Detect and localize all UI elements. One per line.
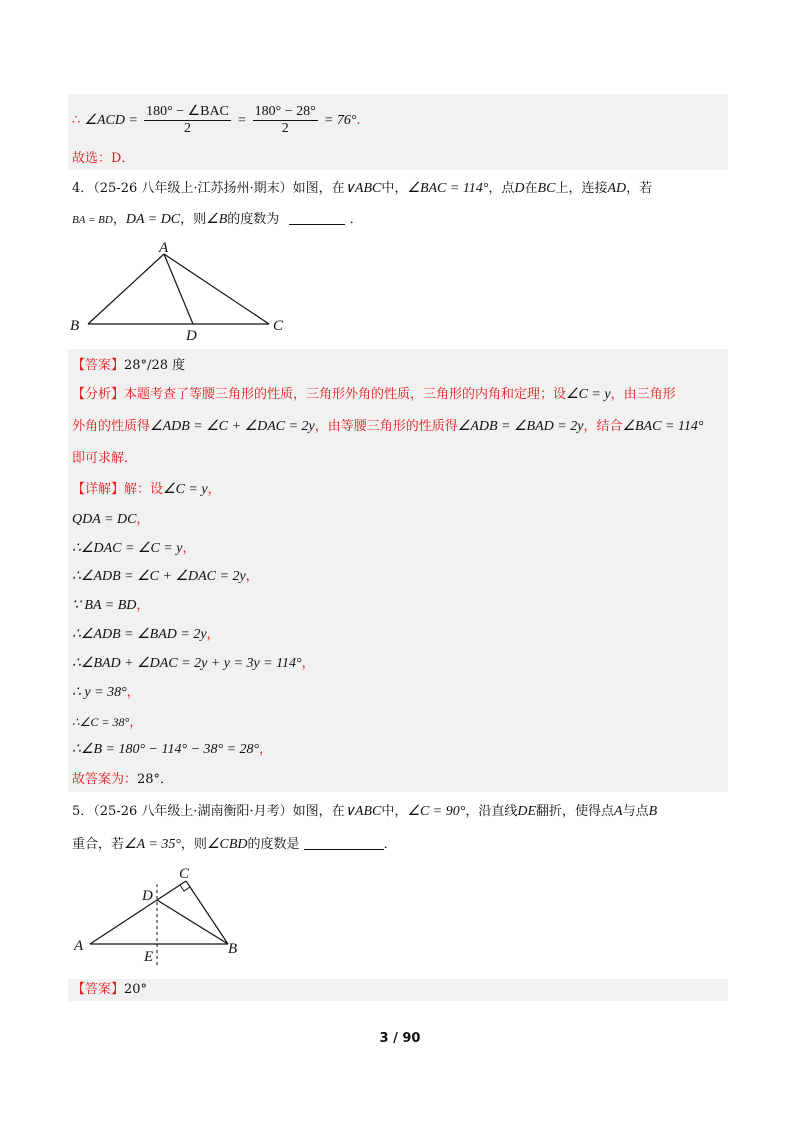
q4-step: ∴ y = 38°， [72, 685, 140, 700]
q5-right-angle-mark [180, 885, 190, 891]
q4-side-ac [164, 254, 269, 324]
q4-analysis-line1: 【分析】本题考查了等腰三角形的性质，三角形外角的性质，三角形的内角和定理；设∠C = y，由三角形 [72, 387, 676, 402]
q5-segment-db [157, 900, 228, 944]
q4-label-c: C [273, 318, 284, 334]
q4-stem-line1: 4．（25-26 八年级上·江苏扬州·期末）如图，在∨ABC中，∠BAC = 114°，点D在BC上，连接AD，若 [72, 181, 653, 196]
q4-side-ba [88, 254, 164, 324]
q5-label-a: A [74, 938, 84, 954]
q4-analysis-line3: 即可求解． [72, 451, 138, 466]
q4-step: ∴∠B = 180° − 114° − 38° = 28°， [72, 742, 273, 757]
q4-label-d: D [186, 328, 197, 343]
top-equation: ∴ ∠ACD = $\frac{\text{180° − ∠BAC}}{2}$ = $\frac{180^\circ - 28^\circ}{2}$ = 76°. [72, 104, 361, 136]
q4-final-answer: 故答案为：28°． [72, 772, 174, 787]
q4-step: ∴∠ADB = ∠C + ∠DAC = 2y， [72, 569, 259, 584]
q4-segment-ad [164, 254, 193, 324]
fraction-2: $\frac{180^\circ - 28^\circ}{2}$ [254, 104, 316, 136]
fraction-1: $\frac{\text{180° − ∠BAC}}{2}$ [146, 104, 229, 136]
q4-triangle-figure [66, 238, 286, 343]
q5-stem-line2: 重合，若∠A = 35°，则∠CBD的度数是 ． [72, 837, 397, 852]
q4-step: ∵ BA = BD， [72, 598, 150, 613]
q5-label-c: C [179, 866, 190, 882]
q5-answer-blank [304, 835, 384, 850]
q4-step: QDA = DC， [72, 512, 150, 527]
q5-triangle-figure [68, 860, 268, 970]
q4-stem-line2: BA = BD，DA = DC，则∠B的度数为 ． [72, 212, 363, 227]
solution-shade-q5 [68, 979, 728, 1001]
q4-label-b: B [70, 318, 80, 334]
q4-label-a: A [159, 240, 169, 256]
page-number: 3 / 90 [379, 1031, 421, 1046]
q5-answer: 【答案】20° [72, 982, 148, 997]
q4-answer-blank [289, 210, 345, 225]
q4-answer: 【答案】28°/28 度 [72, 358, 186, 373]
q5-stem-line1: 5．（25-26 八年级上·湖南衡阳·月考）如图，在∨ABC中，∠C = 90°，沿直线DE翻折，使得点A与点B [72, 804, 658, 819]
q5-label-b: B [228, 941, 238, 957]
q4-analysis-line2: 外角的性质得∠ADB = ∠C + ∠DAC = 2y，由等腰三角形的性质得∠ADB = ∠BAD = 2y，结合∠BAC = 114° [72, 419, 704, 434]
q5-label-d: D [142, 888, 153, 904]
q4-step: ∴∠BAD + ∠DAC = 2y + y = 3y = 114°， [72, 656, 315, 671]
q4-step: ∴∠C = 38°， [72, 715, 143, 730]
q5-side-cb [186, 881, 228, 944]
q4-detail-intro: 【详解】解：设∠C = y， [72, 482, 221, 497]
q4-step: ∴∠DAC = ∠C = y， [72, 541, 196, 556]
q5-label-e: E [144, 949, 154, 965]
top-choice: 故选：D． [72, 151, 135, 166]
q4-step: ∴∠ADB = ∠BAD = 2y， [72, 627, 220, 642]
q5-side-ac [90, 881, 186, 944]
